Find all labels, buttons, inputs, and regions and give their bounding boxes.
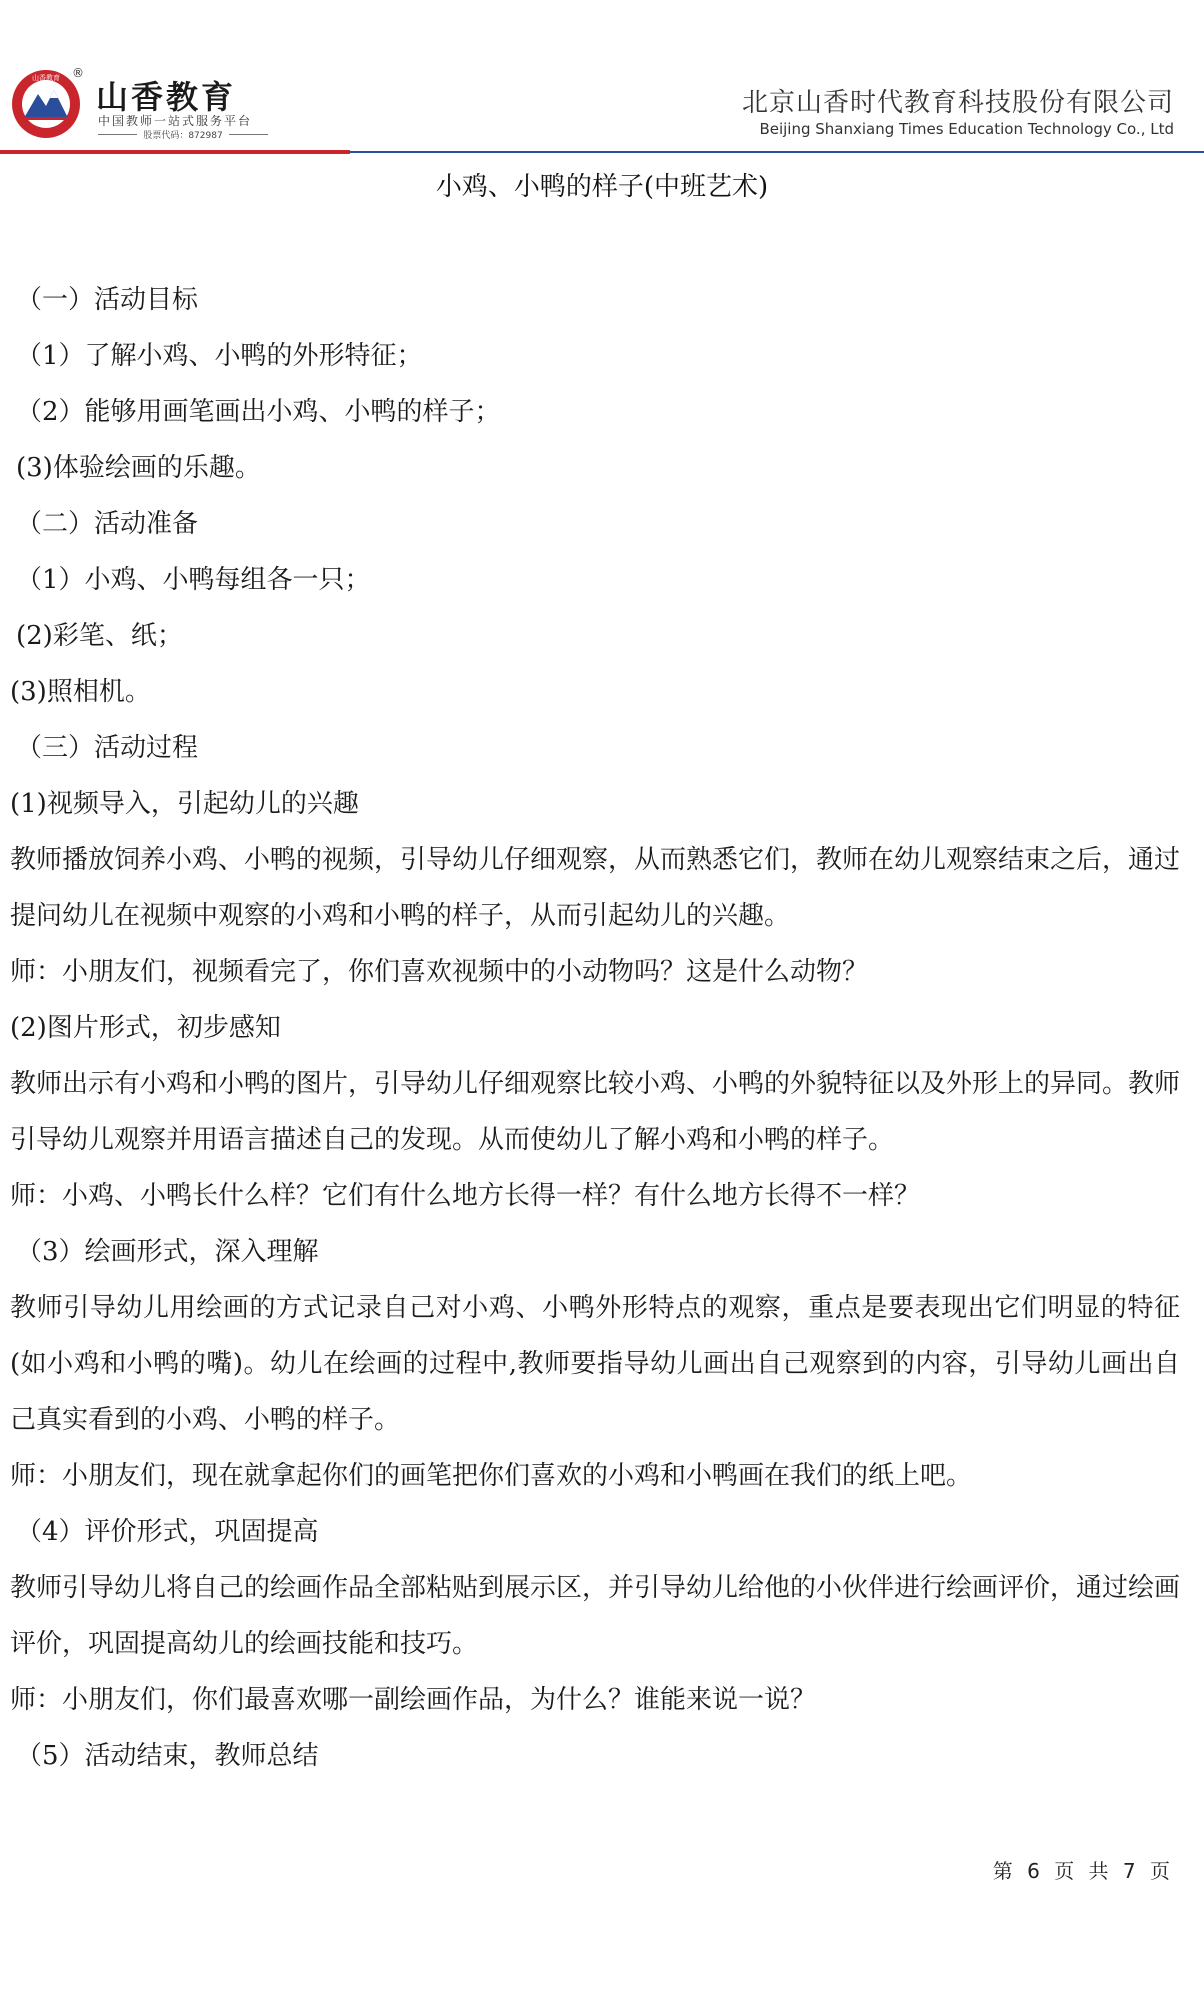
divider (98, 134, 137, 135)
header-rule-blue (350, 151, 1204, 153)
list-item: (3)体验绘画的乐趣。 (16, 453, 261, 483)
company-name-en: Beijing Shanxiang Times Education Technology Co., Ltd (759, 120, 1174, 138)
step-heading: （5）活动结束，教师总结 (16, 1741, 319, 1771)
page-number: 第 6 页 共 7 页 (992, 1859, 1174, 1883)
paragraph: 教师引导幼儿将自己的绘画作品全部粘贴到展示区，并引导幼儿给他的小伙伴进行绘画评价，通过绘画评价，巩固提高幼儿的绘画技能和技巧。 (10, 1573, 1181, 1659)
stock-code-text: 股票代码：872987 (143, 131, 223, 141)
header-rule-red (0, 150, 350, 154)
section-heading: （二）活动准备 (16, 509, 199, 539)
section-heading: （一）活动目标 (16, 285, 199, 315)
section-heading: （三）活动过程 (16, 733, 199, 763)
step-heading: (2)图片形式，初步感知 (10, 1013, 281, 1043)
list-item: (2)彩笔、纸； (16, 621, 183, 651)
step-heading: (1)视频导入，引起幼儿的兴趣 (10, 789, 359, 819)
list-item: （1）了解小鸡、小鸭的外形特征； (16, 341, 423, 371)
brand-tagline: 中国教师一站式服务平台 (98, 114, 253, 128)
logo-text: 山香教育 (32, 74, 60, 82)
divider (229, 134, 268, 135)
list-item: (3)照相机。 (10, 677, 151, 707)
step-heading: （4）评价形式，巩固提高 (16, 1517, 319, 1547)
paragraph: 教师出示有小鸡和小鸭的图片，引导幼儿仔细观察比较小鸡、小鸭的外貌特征以及外形上的异同。教师引导幼儿观察并用语言描述自己的发现。从而使幼儿了解小鸡和小鸭的样子。 (10, 1069, 1181, 1155)
dialogue-line: 师：小朋友们，你们最喜欢哪一副绘画作品，为什么？谁能来说一说？ (10, 1685, 817, 1715)
document-title: 小鸡、小鸭的样子(中班艺术) (435, 172, 769, 202)
dialogue-line: 师：小鸡、小鸭长什么样？它们有什么地方长得一样？有什么地方长得不一样？ (10, 1181, 921, 1211)
dialogue-line: 师：小朋友们，现在就拿起你们的画笔把你们喜欢的小鸡和小鸭画在我们的纸上吧。 (10, 1461, 973, 1491)
paragraph: 教师播放饲养小鸡、小鸭的视频，引导幼儿仔细观察，从而熟悉它们，教师在幼儿观察结束之后，通过提问幼儿在视频中观察的小鸡和小鸭的样子，从而引起幼儿的兴趣。 (10, 845, 1181, 931)
stock-code (98, 128, 268, 141)
list-item: （1）小鸡、小鸭每组各一只； (16, 565, 371, 595)
document-body (10, 272, 1180, 1784)
brand-name: 山香教育 (96, 78, 237, 116)
page-header (0, 0, 1204, 160)
step-heading: （3）绘画形式，深入理解 (16, 1237, 319, 1267)
dialogue-line: 师：小朋友们，视频看完了，你们喜欢视频中的小动物吗？这是什么动物？ (10, 957, 869, 987)
registered-mark: ® (72, 66, 84, 80)
paragraph: 教师引导幼儿用绘画的方式记录自己对小鸡、小鸭外形特点的观察，重点是要表现出它们明显的特征(如小鸡和小鸭的嘴)。幼儿在绘画的过程中,教师要指导幼儿画出自己观察到的内容，引导幼儿画出自己真实看到的小鸡、小鸭的样子。 (10, 1293, 1180, 1435)
list-item: （2）能够用画笔画出小鸡、小鸭的样子； (16, 397, 501, 427)
company-name-cn: 北京山香时代教育科技股份有限公司 (741, 88, 1174, 118)
